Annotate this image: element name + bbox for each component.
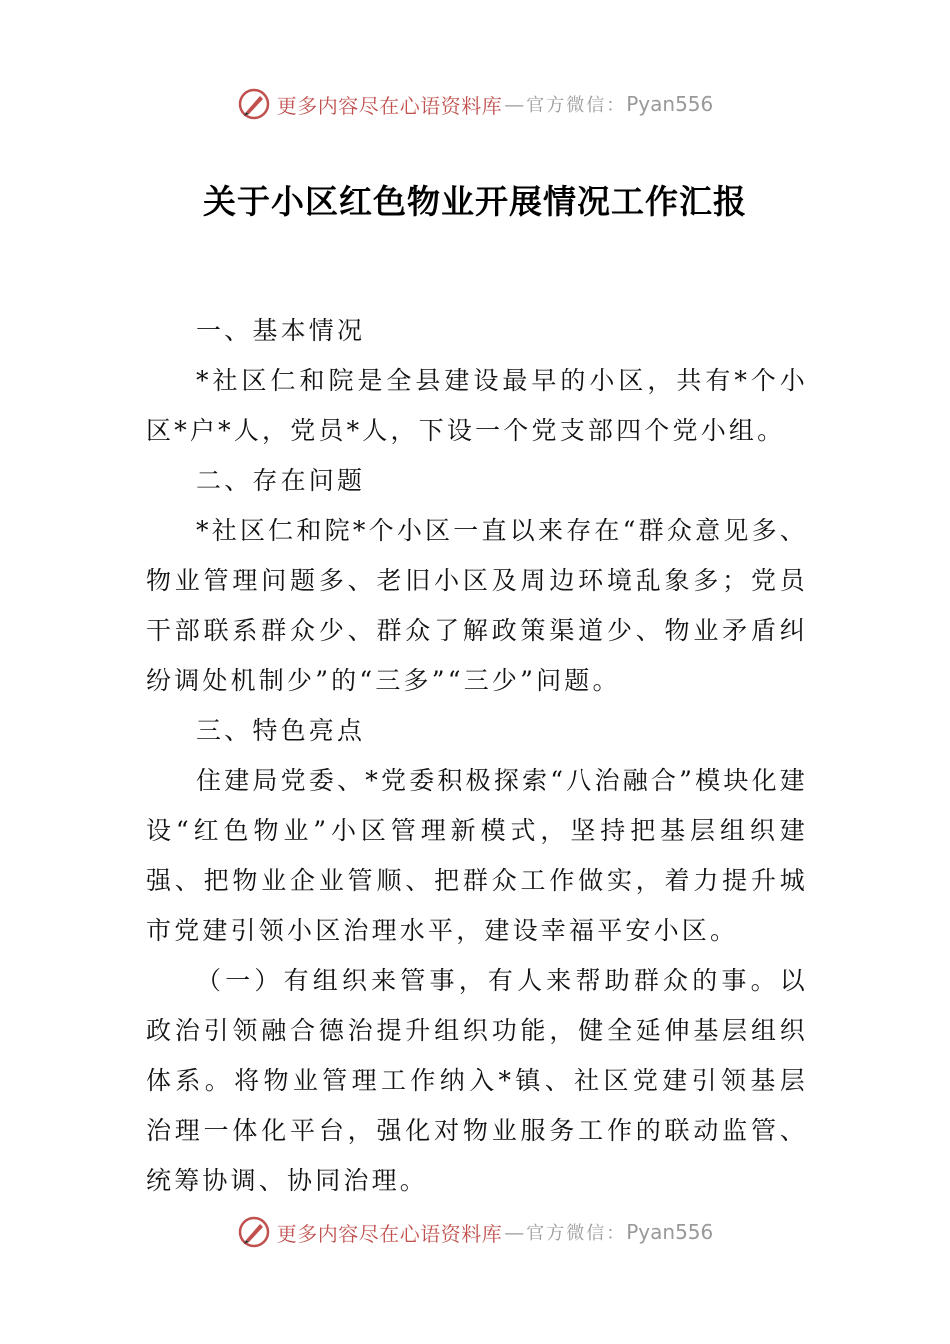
paragraph-2: *社区仁和院*个小区一直以来存在“群众意见多、物业管理问题多、老旧小区及周边环境乱象多；党员干部联系群众少、群众了解政策渠道少、物业矛盾纠纷调处机制少”的“三多”“三少”问题。 (146, 516, 808, 695)
banner-dash: — (504, 1220, 525, 1244)
banner-text-gray: 官方微信： (526, 1223, 627, 1244)
section-heading-1: 一、基本情况 (196, 316, 366, 345)
banner-wechat-id: Pyan556 (626, 92, 714, 116)
paragraph-1: *社区仁和院是全县建设最早的小区，共有*个小区*户*人，党员*人，下设一个党支部四个党小组。 (146, 366, 808, 445)
section-heading-3: 三、特色亮点 (196, 716, 366, 745)
banner-text-red: 更多内容尽在心语资料库 (276, 93, 503, 118)
paragraph-3: 住建局党委、*党委积极探索“八治融合”模块化建设“红色物业”小区管理新模式，坚持把基层组织建强、把物业企业管顺、把群众工作做实，着力提升城市党建引领小区治理水平，建设幸福平安小区。 (146, 766, 808, 945)
banner-text-gray: 官方微信： (526, 95, 627, 116)
header-banner (0, 84, 950, 124)
banner-wechat-id: Pyan556 (626, 1220, 714, 1244)
footer-banner (0, 1212, 950, 1252)
paragraph-4: （一）有组织来管事，有人来帮助群众的事。以政治引领融合德治提升组织功能，健全延伸基层组织体系。将物业管理工作纳入*镇、社区党建引领基层治理一体化平台，强化对物业服务工作的联动监管、统筹协调、协同治理。 (146, 966, 808, 1195)
banner-text-red: 更多内容尽在心语资料库 (276, 1221, 503, 1246)
pen-logo-icon (237, 1215, 271, 1249)
document-title: 关于小区红色物业开展情况工作汇报 (203, 182, 747, 221)
pen-logo-icon (237, 87, 271, 121)
section-heading-2: 二、存在问题 (196, 466, 366, 495)
banner-dash: — (504, 92, 525, 116)
document-body (146, 306, 808, 1206)
